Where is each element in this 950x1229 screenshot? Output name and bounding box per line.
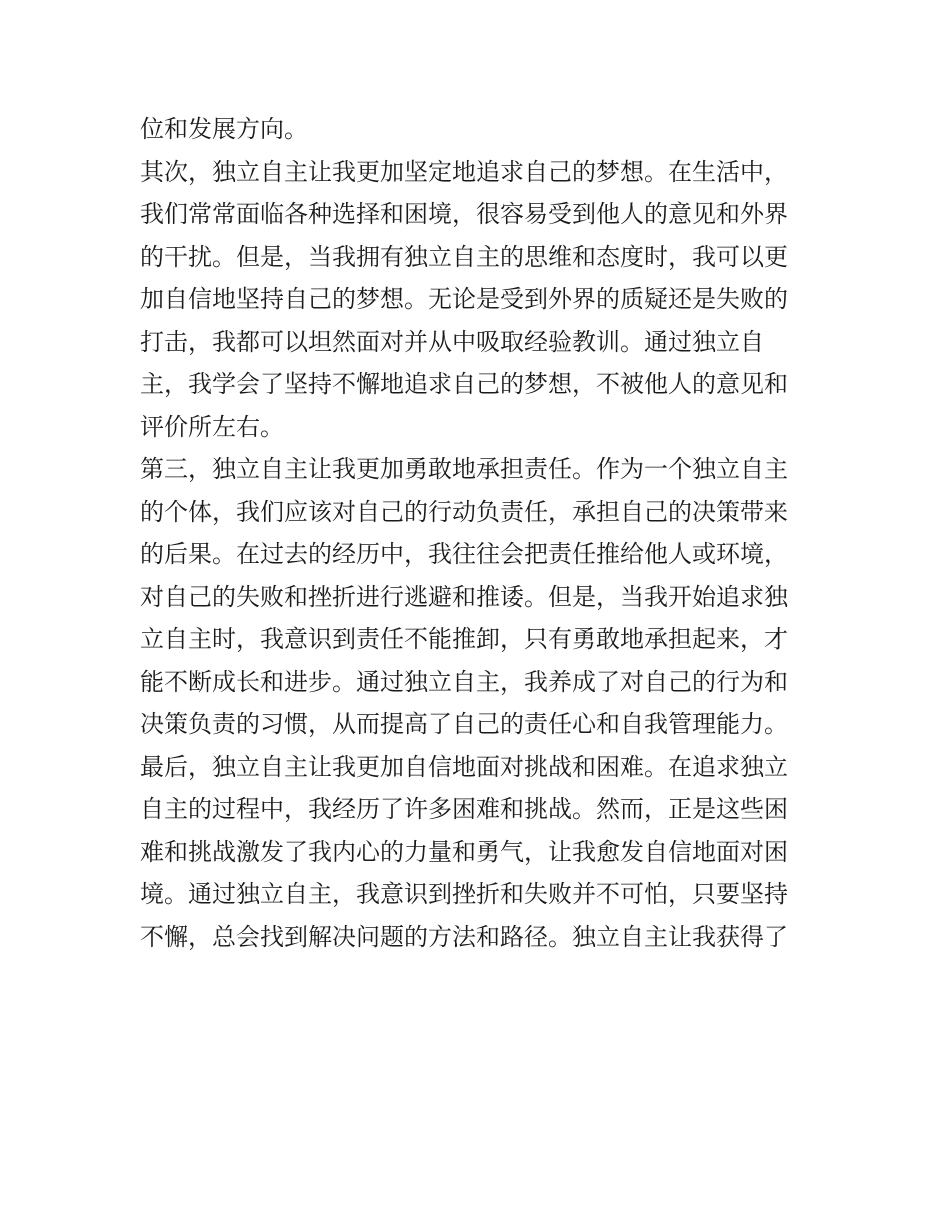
- text-line: 对自己的失败和挫折进行逃避和推诿。但是，当我开始追求独: [140, 582, 788, 611]
- text-line: 不懈，总会找到解决问题的方法和路径。独立自主让我获得了: [140, 922, 788, 951]
- text-line: 难和挑战激发了我内心的力量和勇气，让我愈发自信地面对困: [140, 837, 788, 866]
- text-line: 位和发展方向。: [140, 115, 308, 143]
- text-line: 的后果。在过去的经历中，我往往会把责任推给他人或环境，: [140, 540, 788, 568]
- text-line: 评价所左右。: [140, 412, 284, 441]
- text-line: 打击，我都可以坦然面对并从中吸取经验教训。通过独立自: [140, 327, 764, 356]
- text-line: 的个体，我们应该对自己的行动负责任，承担自己的决策带来: [140, 497, 788, 526]
- text-line: 的干扰。但是，当我拥有独立自主的思维和态度时，我可以更: [140, 242, 788, 271]
- text-line: 第三，独立自主让我更加勇敢地承担责任。作为一个独立自主: [140, 455, 788, 483]
- text-line: 自主的过程中，我经历了许多困难和挑战。然而，正是这些困: [140, 795, 788, 823]
- text-line: 能不断成长和进步。通过独立自主，我养成了对自己的行为和: [140, 667, 788, 696]
- text-line: 立自主时，我意识到责任不能推卸，只有勇敢地承担起来，才: [140, 625, 788, 653]
- text-line: 主，我学会了坚持不懈地追求自己的梦想，不被他人的意见和: [140, 370, 788, 398]
- body-text: [140, 108, 820, 958]
- text-line: 加自信地坚持自己的梦想。无论是受到外界的质疑还是失败的: [140, 285, 788, 313]
- text-line: 决策负责的习惯，从而提高了自己的责任心和自我管理能力。: [140, 710, 788, 738]
- text-line: 境。通过独立自主，我意识到挫折和失败并不可怕，只要坚持: [140, 880, 788, 908]
- text-line: 我们常常面临各种选择和困境，很容易受到他人的意见和外界: [140, 200, 788, 228]
- text-line: 其次，独立自主让我更加坚定地追求自己的梦想。在生活中，: [140, 157, 788, 186]
- text-line: 最后，独立自主让我更加自信地面对挑战和困难。在追求独立: [140, 752, 788, 781]
